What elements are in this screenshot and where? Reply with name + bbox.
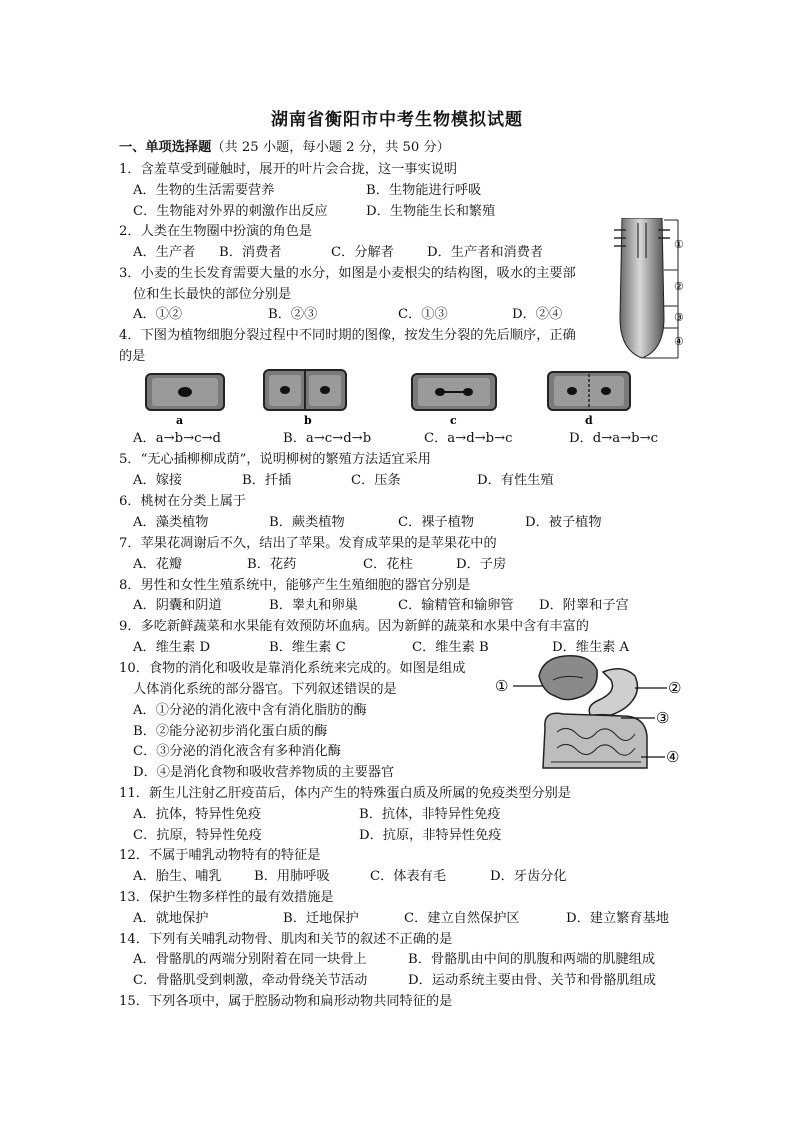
q7-option-b: B．花药 [247,557,297,572]
q6-option-a: A．藻类植物 [133,515,209,530]
q11-option-c: C．抗原，特异性免疫 [133,828,262,843]
cell-label-a: a [176,414,184,427]
question-2-stem: 2．人类在生物圈中扮演的角色是 [119,224,313,239]
question-5-stem: 5．“无心插柳柳成荫”，说明柳树的繁殖方法适宜采用 [119,452,431,467]
q1-option-d: D．生物能生长和繁殖 [366,204,496,219]
question-13-stem: 13．保护生物多样性的最有效措施是 [119,890,334,905]
q6-option-c: C．裸子植物 [398,515,475,530]
q2-option-d: D．生产者和消费者 [427,245,544,260]
q9-option-b: B．维生素 C [269,640,346,655]
cell-label-c: c [450,414,457,427]
question-8-stem: 8．男性和女性生殖系统中，能够产生生殖细胞的器官分别是 [119,578,471,593]
q10-option-c: C．③分泌的消化液含有多种消化酶 [133,744,341,759]
section-heading: 一、单项选择题 [119,140,212,155]
q7-option-c: C．花柱 [363,557,413,572]
q7-option-a: A．花瓣 [133,557,183,572]
q12-option-d: D．牙齿分化 [490,869,567,884]
root-tip-figure [612,218,690,360]
root-tip-label-1: ① [674,238,684,251]
q5-option-c: C．压条 [351,473,401,488]
q5-option-a: A．嫁接 [133,473,183,488]
question-14-stem: 14．下列有关哺乳动物骨、肌肉和关节的叙述不正确的是 [119,932,453,947]
cell-label-d: d [585,414,593,427]
q4-option-d: D．d→a→b→c [569,431,659,446]
q10-option-a: A．①分泌的消化液中含有消化脂肪的酶 [133,703,367,718]
digestive-label-2: ② [668,679,682,697]
question-10-stem-cont: 人体消化系统的部分器官。下列叙述错误的是 [133,682,397,697]
digestive-label-1: ① [495,677,509,695]
q10-option-b: B．②能分泌初步消化蛋白质的酶 [133,724,328,739]
digestive-label-3: ③ [656,709,670,727]
q13-option-d: D．建立繁育基地 [566,911,669,926]
question-11-stem: 11．新生儿注射乙肝疫苗后，体内产生的特殊蛋白质及所属的免疫类型分别是 [119,786,571,801]
question-10-stem: 10．食物的消化和吸收是靠消化系统来完成的。如图是组成 [119,661,466,676]
q4-option-c: C．a→d→b→c [424,431,513,446]
question-15-stem: 15．下列各项中，属于腔肠动物和扁形动物共同特征的是 [119,994,453,1009]
section-header [119,139,450,157]
q8-option-a: A．阴囊和阴道 [133,598,222,613]
q11-option-d: D．抗原，非特异性免疫 [359,828,502,843]
digestive-label-4: ④ [666,748,680,766]
q3-option-a: A．①② [133,307,183,322]
q14-option-a: A．骨骼肌的两端分别附着在同一块骨上 [133,952,367,967]
q14-option-d: D．运动系统主要由骨、关节和骨骼肌组成 [408,973,656,988]
root-tip-label-3: ③ [674,311,684,324]
q3-option-c: C．①③ [398,307,448,322]
q11-option-b: B．抗体，非特异性免疫 [359,807,501,822]
q1-option-b: B．生物能进行呼吸 [366,183,482,198]
cell-division-figure [140,368,640,430]
q4-option-b: B．a→c→d→b [283,431,372,446]
question-3-stem: 3．小麦的生长发育需要大量的水分，如图是小麦根尖的结构图，吸水的主要部 [119,266,576,281]
q6-option-b: B．蕨类植物 [269,515,345,530]
question-1-stem: 1．含羞草受到碰触时，展开的叶片会合拢，这一事实说明 [119,162,458,177]
q10-option-d: D．④是消化食物和吸收营养物质的主要器官 [133,765,395,780]
question-9-stem: 9．多吃新鲜蔬菜和水果能有效预防坏血病。因为新鲜的蔬菜和水果中含有丰富的 [119,619,589,634]
q2-option-c: C．分解者 [331,245,394,260]
q13-option-c: C．建立自然保护区 [404,911,520,926]
question-4-stem: 4．下图为植物细胞分裂过程中不同时期的图像，按发生分裂的先后顺序，正确 [119,328,576,343]
q9-option-d: D．维生素 A [552,640,630,655]
q9-option-c: C．维生素 B [412,640,489,655]
q4-option-a: A．a→b→c→d [133,431,221,446]
root-tip-label-4: ④ [674,335,684,348]
section-note: （共 25 小题，每小题 2 分，共 50 分） [211,140,450,155]
question-12-stem: 12．不属于哺乳动物特有的特征是 [119,848,321,863]
q3-option-d: D．②④ [512,307,563,322]
digestive-system-figure [495,636,690,776]
q12-option-a: A．胎生、哺乳 [133,869,222,884]
q3-option-b: B．②③ [268,307,318,322]
q1-option-a: A．生物的生活需要营养 [133,183,275,198]
q5-option-b: B．扦插 [242,473,292,488]
q11-option-a: A．抗体，特异性免疫 [133,807,262,822]
question-6-stem: 6．桃树在分类上属于 [119,494,247,509]
q14-option-c: C．骨骼肌受到刺激，牵动骨绕关节活动 [133,973,368,988]
root-tip-label-2: ② [674,280,684,293]
q2-option-a: A．生产者 [133,245,196,260]
q1-option-c: C．生物能对外界的刺激作出反应 [133,204,328,219]
q2-option-b: B．消费者 [219,245,282,260]
q14-option-b: B．骨骼肌由中间的肌腹和两端的肌腱组成 [408,952,656,967]
q13-option-a: A．就地保护 [133,911,209,926]
question-3-stem-cont: 位和生长最快的部位分别是 [133,287,292,302]
question-4-stem-cont: 的是 [119,349,146,364]
q12-option-b: B．用肺呼吸 [254,869,330,884]
q8-option-d: D．附睾和子宫 [539,598,629,613]
question-7-stem: 7．苹果花凋谢后不久，结出了苹果。发育成苹果的是苹果花中的 [119,536,497,551]
q7-option-d: D．子房 [456,557,507,572]
cell-label-b: b [304,414,312,427]
q6-option-d: D．被子植物 [525,515,602,530]
q9-option-a: A．维生素 D [133,640,211,655]
q12-option-c: C．体表有毛 [370,869,447,884]
q8-option-b: B．睾丸和卵巢 [269,598,358,613]
q5-option-d: D．有性生殖 [477,473,554,488]
q8-option-c: C．输精管和输卵管 [398,598,514,613]
page-title: 湖南省衡阳市中考生物模拟试题 [271,110,523,130]
q13-option-b: B．迁地保护 [283,911,359,926]
